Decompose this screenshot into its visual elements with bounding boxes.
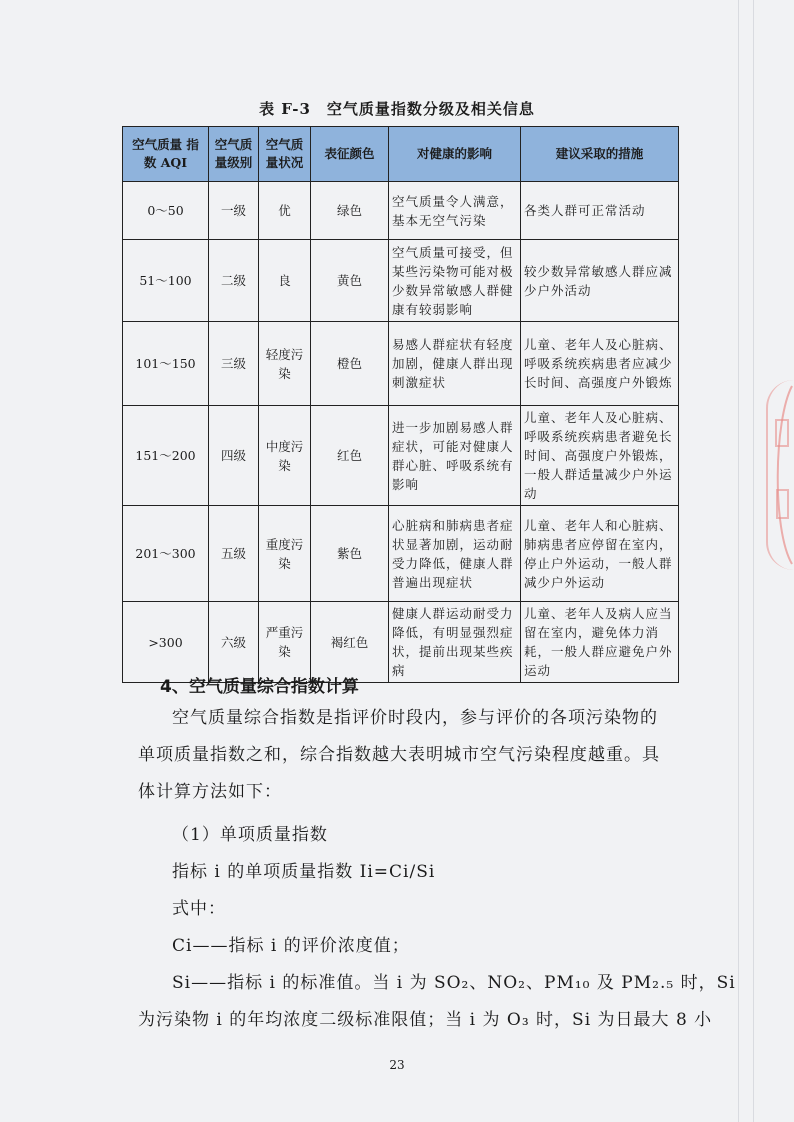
table-title: 表 F-3 空气质量指数分级及相关信息 [259, 100, 535, 118]
si-definition-line-2: 为污染物 i 的年均浓度二级标准限值；当 i 为 O₃ 时，Si 为日最大 8 小 [138, 1010, 713, 1030]
cell-status: 优 [259, 182, 311, 240]
cell-impact: 进一步加剧易感人群症状，可能对健康人群心脏、呼吸系统有影响 [389, 406, 521, 506]
cell-aqi: 201～300 [123, 506, 209, 602]
table-row [123, 406, 679, 506]
sub-heading: （1）单项质量指数 [172, 825, 328, 845]
cell-measure: 各类人群可正常活动 [521, 182, 679, 240]
cell-measure: 儿童、老年人及病人应当留在室内，避免体力消耗，一般人群应避免户外运动 [521, 602, 679, 683]
cell-aqi: 101～150 [123, 322, 209, 406]
header-level: 空气质量级别 [209, 127, 259, 182]
cell-color: 绿色 [311, 182, 389, 240]
cell-impact: 心脏病和肺病患者症状显著加剧，运动耐受力降低，健康人群普遍出现症状 [389, 506, 521, 602]
cell-aqi: 151～200 [123, 406, 209, 506]
cell-color: 紫色 [311, 506, 389, 602]
cell-level: 一级 [209, 182, 259, 240]
cell-color: 黄色 [311, 240, 389, 322]
cell-level: 三级 [209, 322, 259, 406]
section-heading: 4、空气质量综合指数计算 [160, 677, 359, 697]
table-row [123, 602, 679, 683]
cell-impact: 易感人群症状有轻度加剧，健康人群出现刺激症状 [389, 322, 521, 406]
cell-level: 六级 [209, 602, 259, 683]
cell-aqi: 51～100 [123, 240, 209, 322]
table-row [123, 240, 679, 322]
cell-status: 严重污染 [259, 602, 311, 683]
header-measure: 建议采取的措施 [521, 127, 679, 182]
formula-line: 指标 i 的单项质量指数 Ii=Ci/Si [172, 862, 436, 882]
page-number: 23 [389, 1058, 405, 1072]
page-edge-lines [738, 0, 754, 1122]
cell-status: 轻度污染 [259, 322, 311, 406]
red-stamp-fragment [766, 380, 794, 570]
cell-aqi: 0～50 [123, 182, 209, 240]
cell-level: 二级 [209, 240, 259, 322]
cell-impact: 空气质量令人满意，基本无空气污染 [389, 182, 521, 240]
where-label: 式中： [172, 899, 226, 919]
cell-color: 褐红色 [311, 602, 389, 683]
cell-color: 橙色 [311, 322, 389, 406]
cell-measure: 儿童、老年人及心脏病、呼吸系统疾病患者避免长时间、高强度户外锻炼，一般人群适量减少户外运动 [521, 406, 679, 506]
cell-measure: 较少数异常敏感人群应减少户外活动 [521, 240, 679, 322]
header-impact: 对健康的影响 [389, 127, 521, 182]
header-status: 空气质量状况 [259, 127, 311, 182]
cell-impact: 健康人群运动耐受力降低，有明显强烈症状，提前出现某些疾病 [389, 602, 521, 683]
ci-definition: Ci——指标 i 的评价浓度值； [172, 936, 410, 956]
cell-aqi: >300 [123, 602, 209, 683]
cell-status: 重度污染 [259, 506, 311, 602]
cell-color: 红色 [311, 406, 389, 506]
cell-measure: 儿童、老年人及心脏病、呼吸系统疾病患者应减少长时间、高强度户外锻炼 [521, 322, 679, 406]
table-header-row [123, 127, 679, 182]
header-aqi: 空气质量 指数 AQI [123, 127, 209, 182]
aqi-table [122, 126, 679, 683]
section-paragraph: 空气质量综合指数是指评价时段内，参与评价的各项污染物的单项质量指数之和，综合指数越大表明城市空气污染程度越重。具体计算方法如下： [138, 708, 660, 802]
table-row [123, 182, 679, 240]
cell-level: 四级 [209, 406, 259, 506]
cell-measure: 儿童、老年人和心脏病、肺病患者应停留在室内，停止户外运动，一般人群减少户外运动 [521, 506, 679, 602]
table-row [123, 506, 679, 602]
si-definition-line-1: Si——指标 i 的标准值。当 i 为 SO₂、NO₂、PM₁₀ 及 PM₂.₅ 时，Si [172, 973, 736, 993]
cell-status: 中度污染 [259, 406, 311, 506]
table-row [123, 322, 679, 406]
cell-impact: 空气质量可接受，但某些污染物可能对极少数异常敏感人群健康有较弱影响 [389, 240, 521, 322]
header-color: 表征颜色 [311, 127, 389, 182]
cell-level: 五级 [209, 506, 259, 602]
stamp-mark [768, 380, 794, 570]
cell-status: 良 [259, 240, 311, 322]
